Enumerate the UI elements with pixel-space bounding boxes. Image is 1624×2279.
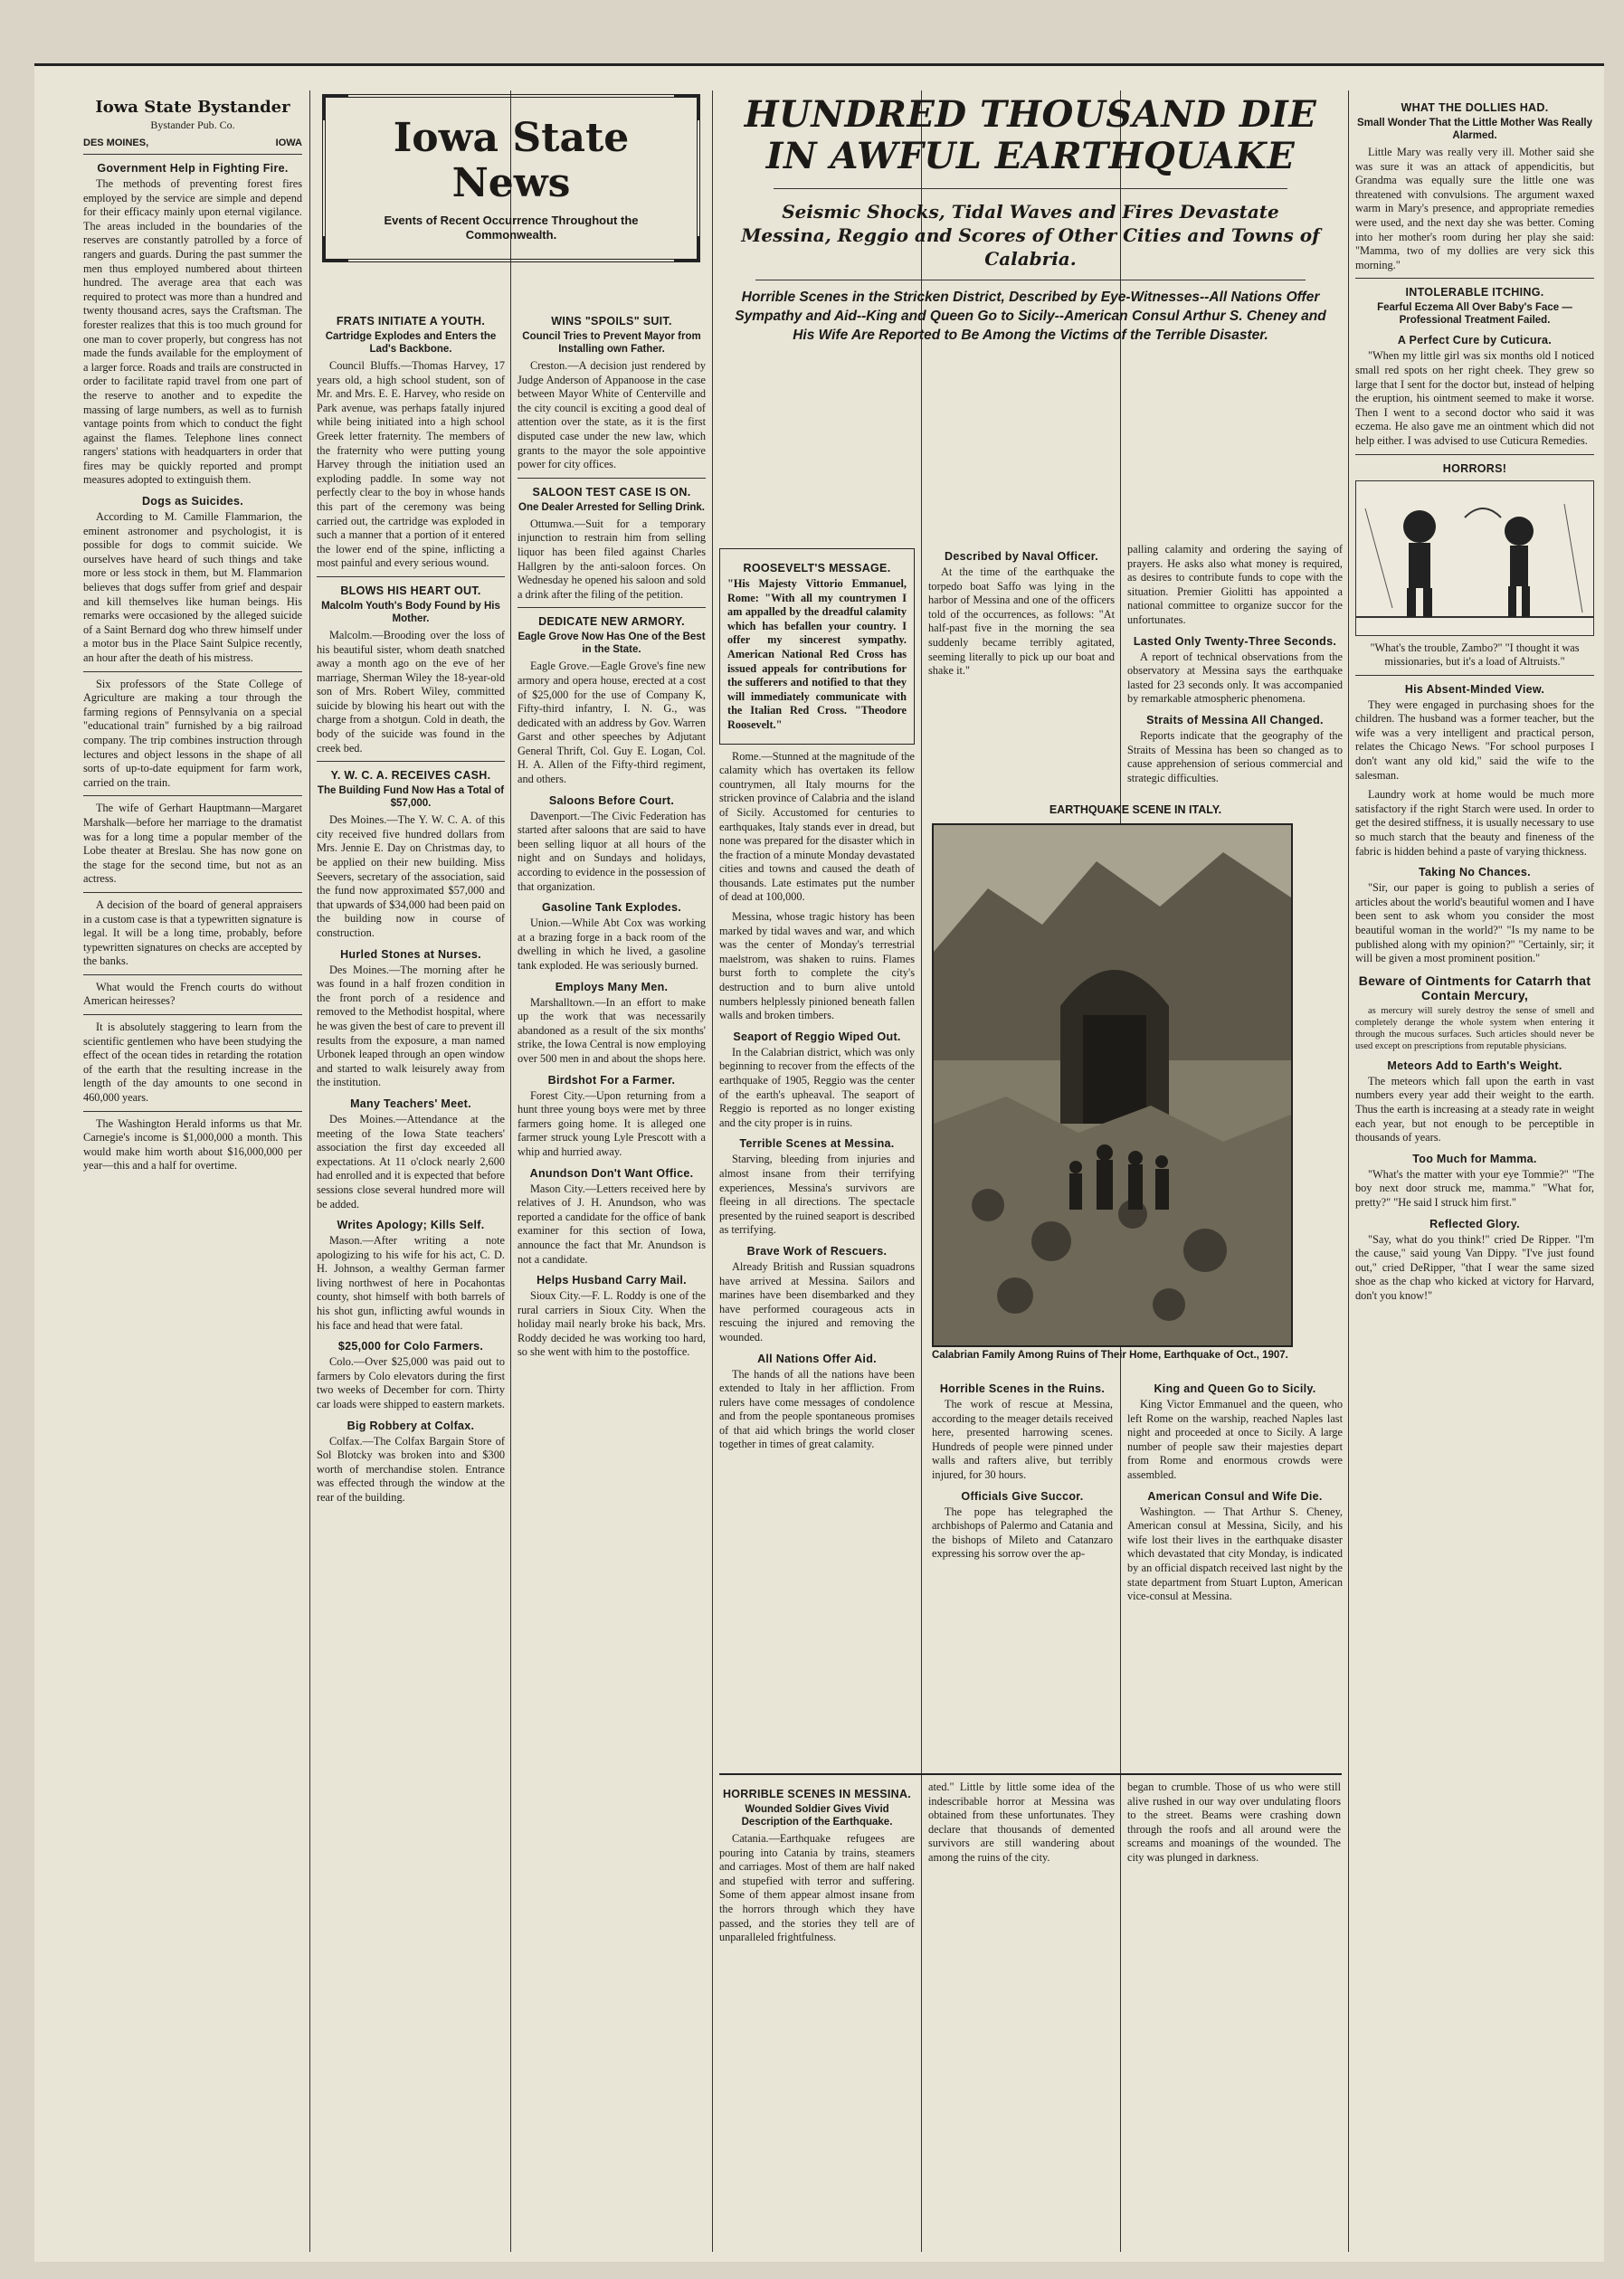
article-body: A report of technical observations from the observatory at Messina says the earthquake lasted for 23 seconds only. It was accompanied by remarkable atmospheric phenomena. <box>1127 650 1343 706</box>
article-heading: ROOSEVELT'S MESSAGE. <box>743 562 891 574</box>
column-rule <box>510 90 511 2252</box>
article-heading: American Consul and Wife Die. <box>1147 1489 1323 1503</box>
divider <box>317 576 505 577</box>
corner-ornament <box>674 236 700 262</box>
article-body: Ottumwa.—Suit for a temporary injunction to restrain him from selling liquor has been filed against Charles Hallgren by the anti-saloon forces. On Wednesday he opened his saloon and sold a drink after the filing of the petition. <box>518 517 706 601</box>
article-body: Laundry work at home would be much more satisfactory if the right Starch were used. In order to get the desired stiffness, it is usually necessary to use so much starch that the beauty and fineness of the fabric is hidden behind a paste of varying thickness. <box>1355 788 1594 858</box>
article-body: Washington. — That Arthur S. Cheney, American consul at Messina, Sicily, and his wife lost their lives in the earthquake disaster which devastated that city Monday, is indicated by an official dispatch received last night by the state department from Stuart Lupton, American vice-consul at Messina. <box>1127 1505 1343 1603</box>
article-heading: Writes Apology; Kills Self. <box>337 1219 485 1232</box>
left-column <box>83 94 302 2243</box>
article-body: Six professors of the State College of Agriculture are making a tour through the farming regions of Pennsylvania on a special "educational train" furnished by a big railroad company. The trip combines instruction through lectures and object lessons in the shape of all sorts of up-to-date equipment for farm work, carried on the train. <box>83 677 302 789</box>
article-subheading: Council Tries to Prevent Mayor from Installing own Father. <box>522 331 701 355</box>
city: DES MOINES, <box>83 138 149 148</box>
article-body: Starving, bleeding from injuries and almost insane from their terrifying experiences, Messina's survivors are fleeing in all directions. The spectacle presented by the ruined seaport is described as terrifying. <box>719 1153 915 1237</box>
divider <box>774 188 1287 189</box>
article-body: Little Mary was really very ill. Mother said she was sure it was an attack of appendicitis, but Grandma was equally sure the little one was threatened with convulsions. The argument waxed warm in Mary's presence, and appropriate remedies were used, and the next day she was better. Coming into her mother's room during her play she said: "Mamma, two of my dollies are very sick this morning." <box>1355 146 1594 271</box>
article-heading: Lasted Only Twenty-Three Seconds. <box>1133 634 1337 648</box>
article-body: ated." Little by little some idea of the indescribable horror at Messina was obtained from these unfortunates. They declare that thousands of demented survivors are still wandering about among the ruins of the city. <box>928 1780 1115 1864</box>
divider <box>1355 454 1594 455</box>
article-heading: Birdshot For a Farmer. <box>547 1073 676 1087</box>
article-heading: Helps Husband Carry Mail. <box>537 1274 687 1287</box>
divider <box>83 1014 302 1015</box>
ruins-image-icon <box>934 825 1291 1345</box>
divider <box>83 154 302 155</box>
article-body: "When my little girl was six months old I noticed small red spots on her right cheek. They grew so large that I sent for the doctor but, instead of helping the eruption, his ointment seemed to make it worse. Then I went to a second doctor who said it was eczema. He also gave me an ointment which did not help either. I was advised to use Cuticura Remedies. <box>1355 349 1594 447</box>
masthead-title: Iowa State Bystander <box>95 98 290 117</box>
article-heading: Officials Give Succor. <box>961 1489 1084 1503</box>
article-body: "His Majesty Vittorio Emmanuel, Rome: "With all my countrymen I am appalled by the dreadful calamity which has befallen your country. I offer my sincerest sympathy. American National Red Cross has issued appeals for contributions for the sufferers and notified to that they will immediately communicate with the Italian Red Cross. "Theodore Roosevelt." <box>727 577 907 731</box>
article-heading: Beware of Ointments for Catarrh that Contain Mercury, <box>1358 973 1591 1002</box>
cartoon-caption: "What's the trouble, Zambo?" "I thought it was missionaries, but it's a load of Altruists." <box>1370 641 1580 669</box>
article-heading: All Nations Offer Aid. <box>757 1352 877 1365</box>
center-left-column <box>317 308 505 2243</box>
article-heading: Big Robbery at Colfax. <box>347 1419 475 1432</box>
article-heading: BLOWS HIS HEART OUT. <box>340 584 481 597</box>
article-heading: His Absent-Minded View. <box>1404 682 1545 696</box>
divider <box>83 795 302 796</box>
article-body: The pope has telegraphed the archbishops of Palermo and Catania and the bishops of Mileto and Catanzaro expressing his sorrow over the ap- <box>932 1505 1113 1561</box>
article-heading: A Perfect Cure by Cuticura. <box>1397 334 1553 347</box>
messina-article <box>719 1773 1342 2246</box>
article-heading: WHAT THE DOLLIES HAD. <box>1401 101 1549 114</box>
article-heading: Saloons Before Court. <box>548 793 675 807</box>
article-subheading: Small Wonder That the Little Mother Was Really Alarmed. <box>1356 118 1593 141</box>
article-heading: Described by Naval Officer. <box>945 550 1098 563</box>
dateline-row <box>83 138 302 148</box>
headline-deck: Seismic Shocks, Tidal Waves and Fires Devastate Messina, Reggio and Scores of Other Cities and Towns of Calabria. <box>741 201 1320 270</box>
article-body: Forest City.—Upon returning from a hunt three young boys were met by three farmers going home. It is alleged one farmer struck young Lyle Prescott with a whip and hurried away. <box>518 1088 706 1158</box>
article-subheading: The Building Fund Now Has a Total of $57,000. <box>317 785 505 810</box>
lead-column-2-top <box>928 543 1115 814</box>
divider <box>518 607 706 608</box>
divider <box>317 761 505 762</box>
lead-column-3-bottom <box>1127 1375 1343 1755</box>
right-column <box>1355 94 1594 2243</box>
lead-story-header <box>719 94 1342 354</box>
article-subheading: Eagle Grove Now Has One of the Best in the State. <box>518 631 706 656</box>
article-body: Colo.—Over $25,000 was paid out to farmers by Colo elevators during the first two weeks of December for corn. Thirty car loads were shipped to eastern markets. <box>317 1355 505 1411</box>
article-subheading: Fearful Eczema All Over Baby's Face —Professional Treatment Failed. <box>1377 302 1572 327</box>
cartoon-illustration-icon <box>1356 481 1594 635</box>
article-body: According to M. Camille Flammarion, the eminent astronomer and psychologist, it is possible for dogs to commit suicide. We ourselves have heard of such things and take more or less stock in them, but M. Flammarion believes that dogs suffer from grief and despair and kill themselves like human beings. His remarks were occasioned by the alleged suicide of a Saint Bernard dog who threw himself under a motor bus in the Place Saint Sulpice recently, an hour after the death of his mistress. <box>83 510 302 664</box>
lead-column-3-top <box>1127 543 1343 814</box>
article-heading: HORRIBLE SCENES IN MESSINA. <box>722 1788 912 1800</box>
headline-deck-2: Horrible Scenes in the Stricken District, Described by Eye-Witnesses--All Nations Offer Sympathy and Aid--King and Queen Go to Sicily--American Consul Arthur S. Cheney and His Wife Are Reported to Be Among the Victims of the Terrible Disaster. <box>735 290 1326 343</box>
article-body: Rome.—Stunned at the magnitude of the calamity which has overtaken its fellow countrymen, all Italy mourns for the stricken province of Calabria and the island of Sicily. Accustomed for centuries to earthquakes, Italy stands ever in dread, but none was prepared for the disaster which in the fraction of a minute Monday devastated cities and towns and caused the death of thousands. Late estimates put the number of dead at 100,000. <box>719 749 915 904</box>
article-body: In the Calabrian district, which was only beginning to recover from the effects of the earthquake of 1905, Reggio was the center of the earth's upheaval. The seaport of Reggio is reported as no longer existing and the city proper is in ruins. <box>719 1045 915 1129</box>
banner-subtitle: Events of Recent Occurrence Throughout the Commonwealth. <box>384 214 639 242</box>
article-body: They were engaged in purchasing shoes for the children. The husband was a former teacher, but the wife was a very intelligent and practical person, relates the Chicago News. "For school purposes I don't want any old kid," said the wife to the salesman. <box>1355 698 1594 782</box>
article-body: The methods of preventing forest fires employed by the service are simple and depend for their efficacy mainly upon eternal vigilance. The areas included in the boundaries of the reserves are constantly patrolled by a force of rangers and guards. During the past summer the men thus employed numbered about thirteen hundred. The average area that each was required to protect was more than a hundred and twenty thousand acres, says the Craftsman. The forester realizes that this is too much ground for one man to cover properly, but congress has not made the funds available for the employment of a larger force. Roads and trails are constructed in order to facilitate rapid travel from one part of the reserve to another and to expedite the massing of large numbers, as well as to furnish vantage points from which to conduct the fight against the flames. Telephone lines connect rangers' stations with headquarters in order that fires may be quickly reported and prompt measures adopted to extinguish them. <box>83 177 302 487</box>
article-heading: Straits of Messina All Changed. <box>1146 713 1324 726</box>
article-heading: DEDICATE NEW ARMORY. <box>538 615 685 629</box>
article-body: "What's the matter with your eye Tommie?" "The boy next door struck me, mamma." "What for, pretty?" "He said I struck him first." <box>1355 1167 1594 1209</box>
headline-line-1: HUNDRED THOUSAND DIE <box>744 93 1317 136</box>
photo-heading: EARTHQUAKE SCENE IN ITALY. <box>1049 803 1222 816</box>
article-heading: SALOON TEST CASE IS ON. <box>532 485 691 499</box>
article-body: Des Moines.—Attendance at the meeting of the Iowa State teachers' association the first day exceeded all expectations. At 11 o'clock nearly 2,600 had enrolled and it is expected that before sessions close several hundred more will be added. <box>317 1112 505 1211</box>
article-body: Messina, whose tragic history has been marked by tidal waves and war, and which was the center of Monday's terrestrial maelstrom, was shaken to ruins. Flames burst forth to complete the city's destruction and to burn alive untold numbers helplessly pinioned beneath fallen walls and broken timbers. <box>719 910 915 1022</box>
article-body: Marshalltown.—In an effort to make up the work that was necessarily abandoned as a result of the six months' strike, the Iowa Central is now employing over 500 men in and about the shops here. <box>518 995 706 1065</box>
top-rule <box>34 63 1604 77</box>
corner-ornament <box>322 236 348 262</box>
article-heading: WINS "SPOILS" SUIT. <box>551 315 672 328</box>
photo-caption: Calabrian Family Among Ruins of Their Home, Earthquake of Oct., 1907. <box>932 1350 1288 1361</box>
divider <box>83 974 302 975</box>
article-body: Mason City.—Letters received here by relatives of J. H. Anundson, who was reported a candidate for the office of bank examiner for this section of Iowa, announce the fact that Mr. Anundson is not a candidate. <box>518 1182 706 1266</box>
article-subheading: Cartridge Explodes and Enters the Lad's Backbone. <box>325 331 497 355</box>
divider <box>83 671 302 672</box>
center-right-column <box>518 308 706 2243</box>
column-rule <box>309 90 310 2252</box>
article-body: It is absolutely staggering to learn from the scientific gentlemen who have been studying the effect of the ocean tides in retarding the rotation of the earth that the resulting increase in the length of the day amounts to one second in 460,000 years. <box>83 1021 302 1105</box>
article-body: Malcolm.—Brooding over the loss of his beautiful sister, whom death snatched away a month ago on the eve of her marriage, Sherman Wiley the 18-year-old son of Mrs. Robert Wiley, committed suicide by blowing his heart out with the charge from a shotgun. Cold in death, the body of the suicide was found in the creek bed. <box>317 628 505 755</box>
article-heading: Brave Work of Rescuers. <box>746 1244 888 1258</box>
column-rule <box>1348 90 1349 2252</box>
article-body: "Say, what do you think!" cried De Ripper. "I'm the cause," said young Van Dippy. "I've just found out," cried DeRipper, "that I wear the same sized shoe as the chap who kicked at victory for Harvard, don't you know!" <box>1355 1232 1594 1302</box>
article-body: Davenport.—The Civic Federation has started after saloons that are said to have been selling liquor at all hours of the night and on Sundays and holidays, according to evidence in the possession of that organization. <box>518 809 706 893</box>
article-heading: Too Much for Mamma. <box>1412 1152 1537 1165</box>
article-body: The hands of all the nations have been extended to Italy in her affliction. From rulers have come messages of condolence and from the people spontaneous promises of that aid which brings the world closer together in times of great calamity. <box>719 1367 915 1451</box>
divider <box>1355 278 1594 279</box>
article-body: What would the French courts do without American heiresses? <box>83 980 302 1008</box>
column-rule <box>712 90 713 2252</box>
article-subheading: Malcolm Youth's Body Found by His Mother. <box>321 600 500 624</box>
article-heading: Hurled Stones at Nurses. <box>340 947 481 961</box>
article-body: Sioux City.—F. L. Roddy is one of the rural carriers in Sioux City. When the holiday mail nearly broke his back, Mrs. Roddy decided he was working too hard, so she went with him to the postoffice. <box>518 1289 706 1359</box>
article-body: Catania.—Earthquake refugees are pouring into Catania by trains, steamers and carriages. Most of them are half naked and stupefied with terror and suffering. Some of them appear almost insane from the horrors through which they have passed, and the stories they tell are of unparalleled frightfulness. <box>719 1832 915 1944</box>
iowa-state-news-banner <box>317 94 706 270</box>
article-body: Union.—While Abt Cox was working at a brazing forge in a back room of the dwelling in which he lived, a gasoline tank exploded. He was seriously burned. <box>518 916 706 972</box>
article-heading: Employs Many Men. <box>555 980 669 993</box>
divider <box>1355 675 1594 676</box>
banner-frame <box>322 94 700 262</box>
article-heading: Terrible Scenes at Messina. <box>739 1137 895 1151</box>
article-heading: INTOLERABLE ITCHING. <box>1405 286 1544 299</box>
article-heading: King and Queen Go to Sicily. <box>1154 1382 1316 1395</box>
article-heading: Taking No Chances. <box>1419 866 1531 879</box>
article-body: "Sir, our paper is going to publish a series of articles about the world's beautiful women and I have been sent to ask whom you consider the most beautiful woman in the world?" "Is my name to be published along with my opinion?" "Certainly, sir; it will be given a most prominent position." <box>1355 881 1594 965</box>
article-body: The meteors which fall upon the earth in vast numbers every year add their weight to the earth. Thus the earth is increasing at a steady rate in weight each year, but not enough to be perceptible in thousands of years. <box>1355 1074 1594 1144</box>
article-body: palling calamity and ordering the saying of prayers. He asks also what money is required, as desires to contribute funds to cope with the situation. Premier Giolitti has appointed a national committee to organize succor for the unfortunates. <box>1127 543 1343 626</box>
article-heading: Dogs as Suicides. <box>141 495 244 508</box>
article-body: Des Moines.—The morning after he was found in a half frozen condition in the front porch of a residence and removed to the Methodist hospital, where he was given the best of care to prevent ill results from the exposure, a man named Urbonek leaped through an open window and started to walk leisurely away from the institution. <box>317 963 505 1089</box>
article-body: Reports indicate that the geography of the Straits of Messina has been so changed as to cause apprehension of serious commercial and strategic difficulties. <box>1127 728 1343 784</box>
article-heading: Seaport of Reggio Wiped Out. <box>733 1030 901 1043</box>
corner-ornament <box>674 94 700 120</box>
article-body: Eagle Grove.—Eagle Grove's fine new armory and opera house, erected at a cost of $25,000 for the use of Company K, Fifty-third infantry, I. N. G., was dedicated with an address by Gov. Warren Garst and other speeches by Adjutant General Thrift, Col. Guy E. Logan, Col. H. A. Allen of the Fifty-third regiment, and others. <box>518 660 706 786</box>
article-heading: Many Teachers' Meet. <box>350 1097 471 1110</box>
article-heading: $25,000 for Colo Farmers. <box>337 1340 484 1353</box>
article-body: The Washington Herald informs us that Mr. Carnegie's income is $1,000,000 a month. This would make him worth about $16,000,000 per year—this and a half for overtime. <box>83 1116 302 1173</box>
divider <box>83 892 302 893</box>
article-subheading: Wounded Soldier Gives Vivid Description of the Earthquake. <box>741 1804 893 1828</box>
article-heading: HORRORS! <box>1442 461 1507 475</box>
article-body: Des Moines.—The Y. W. C. A. of this city received five hundred dollars from Mrs. Jennie E. Day on Christmas day, to be applied on their new building. Miss Seevers, secretary of the association, said the fund now approximated $57,000 and that upwards of $34,000 had been paid on the building now in course of construction. <box>317 813 505 939</box>
article-heading: Gasoline Tank Explodes. <box>542 901 681 915</box>
article-body: Mason.—After writing a note apologizing to his wife for his act, C. D. H. Johnson, a wealthy German farmer living northwest of here in Pocahontas county, shot himself with both barrels of his shot gun, inflicting awful wounds in his face and head that were fatal. <box>317 1234 505 1332</box>
article-body: King Victor Emmanuel and the queen, who left Rome on the warship, reached Naples last night and proceeded at once to Sicily. A large number of people saw their majesties depart from Rome and enormous crowds were assembled. <box>1127 1398 1343 1481</box>
lead-column-2-bottom <box>932 1375 1113 1755</box>
horrors-cartoon <box>1355 480 1594 636</box>
publisher: Bystander Pub. Co. <box>150 119 235 131</box>
article-heading: Meteors Add to Earth's Weight. <box>1387 1059 1562 1072</box>
roosevelt-box <box>719 548 915 745</box>
article-heading: FRATS INITIATE A YOUTH. <box>336 315 486 328</box>
article-body: began to crumble. Those of us who were still alive rushed in our way over undulating floors to the street. Beams were crashing down through the roofs and all around were the screams and moanings of the wounded. The city was plunged in darkness. <box>1127 1780 1341 1864</box>
divider <box>83 1111 302 1112</box>
article-body: Colfax.—The Colfax Bargain Store of Sol Blotcky was broken into and $300 worth of merchandise stolen. Entrance was effected through the window at the rear of the building. <box>317 1434 505 1504</box>
article-body: as mercury will surely destroy the sense of smell and completely derange the whole system when entering it through the mucous surfaces. Such articles should never be used except on prescriptions from reputable physicians. <box>1355 1005 1594 1051</box>
article-heading: Horrible Scenes in the Ruins. <box>939 1382 1106 1395</box>
corner-ornament <box>322 94 348 120</box>
state: IOWA <box>275 138 302 148</box>
banner-title: Iowa State News <box>393 115 630 206</box>
article-heading: Y. W. C. A. RECEIVES CASH. <box>330 769 491 783</box>
article-body: Council Bluffs.—Thomas Harvey, 17 years old, a high school student, son of Mr. and Mrs. E. E. Harvey, who reside on Park avenue, was perhaps fatally injured while being initiated into a high school Greek letter fraternity. The members of the fraternity who were putting young Harvey through the initiation used an exploding paddle. In some way not perfectly clear to the boy in whose hands this part of the ceremony was being carried out, the cartridge was exploded in such a manner that a portion of it entered the lower end of the spine, inflicting a most painful and every serious wound. <box>317 359 505 570</box>
article-body: The wife of Gerhart Hauptmann—Margaret Marshalk—before her marriage to the dramatist was for a long time a popular member of the Lobe theater at Breslau. She has now gone on the stage for the second time, but not as an actress. <box>83 802 302 886</box>
article-heading: Anundson Don't Want Office. <box>529 1166 694 1180</box>
article-subheading: One Dealer Arrested for Selling Drink. <box>518 501 705 513</box>
article-body: A decision of the board of general appraisers in a custom case is that a typewritten signature is legal. It will be a long time, probably, before typewritten signatures on checks are accepted by the banks. <box>83 897 302 968</box>
article-body: Already British and Russian squadrons have arrived at Messina. Sailors and marines have been disembarked and they have performed courageous acts in rescuing the injured and removing the wounded. <box>719 1259 915 1344</box>
article-body: At the time of the earthquake the torpedo boat Saffo was lying in the harbor of Messina and one of the officers told of the occurrences, as follows: "At half-past five in the morning the sea suddenly became terribly agitated, seeming literally to pick up our boat and shake it." <box>928 565 1115 678</box>
article-heading: Government Help in Fighting Fire. <box>97 162 289 175</box>
article-body: Creston.—A decision just rendered by Judge Anderson of Appanoose in the case between Mayor White of Centerville and the city council is exciting a good deal of attention over the state, as it is the first disputed case under the new law, which grants to the mayor the sole appointive power for city offices. <box>518 359 706 471</box>
article-body: The work of rescue at Messina, according to the meager details received here, presented harrowing scenes. Hundreds of people were pinned under walls and rafters alive, but terribly injured, for 30 hours. <box>932 1398 1113 1481</box>
earthquake-photo <box>932 823 1293 1347</box>
headline-line-2: IN AWFUL EARTHQUAKE <box>765 135 1296 177</box>
article-heading: Reflected Glory. <box>1429 1217 1520 1230</box>
divider <box>518 478 706 479</box>
